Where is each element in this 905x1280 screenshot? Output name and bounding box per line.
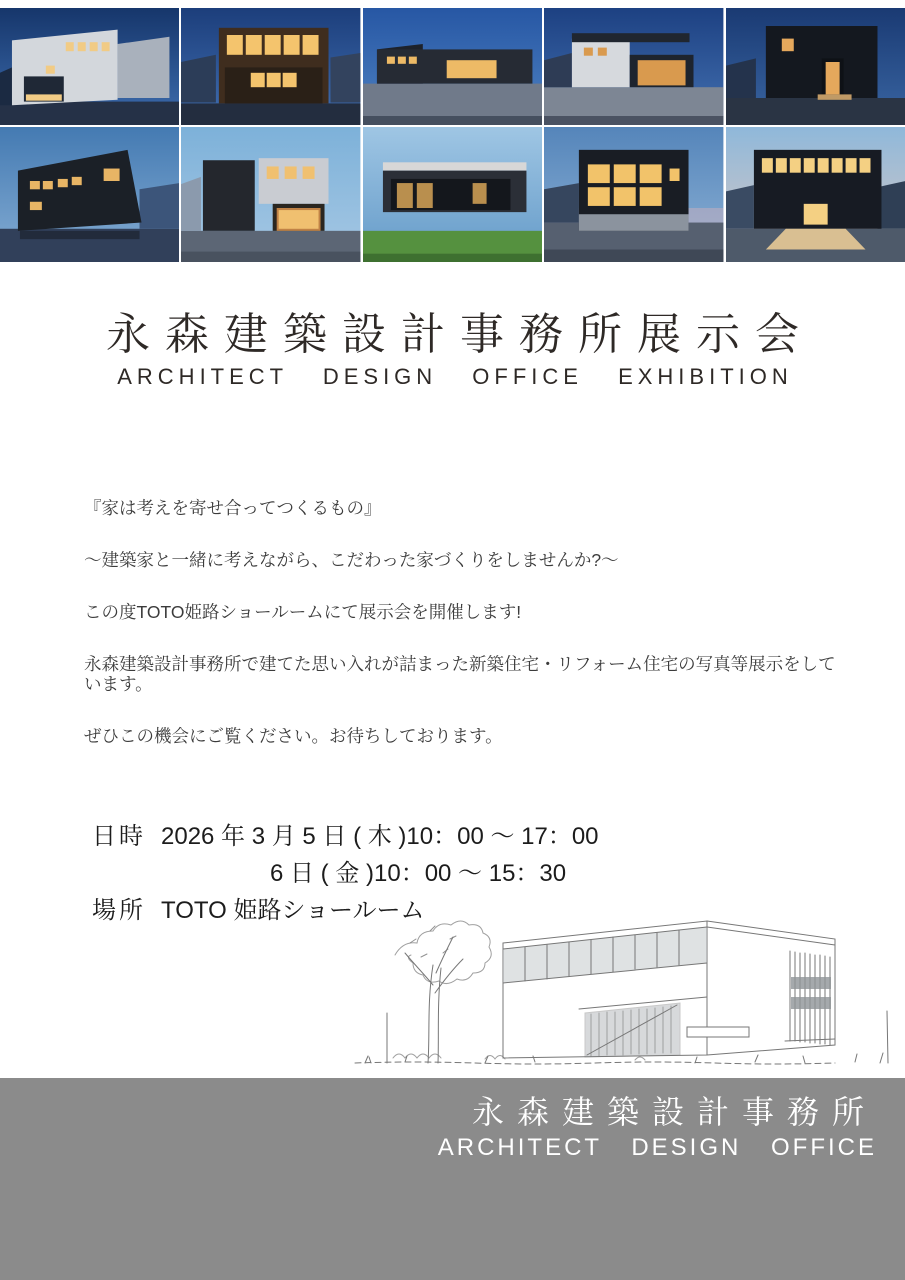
- datetime-label: 日時: [92, 823, 146, 850]
- page-title: 永森建築設計事務所展示会: [106, 310, 814, 359]
- photo-1-house-dusk: [0, 8, 179, 125]
- photo-4-house-dusk: [544, 8, 723, 125]
- right-pole: [887, 1011, 888, 1063]
- footer-company-name-ja: 永森建築設計事務所: [471, 1094, 877, 1130]
- datetime-row: [92, 818, 692, 855]
- intro-line-quote: 『家は考えを寄せ合ってつくるもの』: [84, 498, 382, 518]
- photo-2-house-dusk: [181, 8, 360, 125]
- building-sketch-illustration: [335, 893, 905, 1075]
- footer-band: [0, 1078, 905, 1280]
- tree-sketch: [395, 921, 491, 1063]
- photo-8-house-dusk: [363, 127, 542, 262]
- intro-line-announce: この度TOTO姫路ショールームにて展示会を開催します!: [84, 602, 522, 622]
- title-block: [0, 310, 905, 390]
- intro-line-invite: ぜひこの機会にご覧ください。お待ちしております。: [84, 726, 503, 746]
- photo-9-house-dusk: [544, 127, 723, 262]
- house-photo-grid: [0, 8, 905, 262]
- location-label: 場所: [92, 897, 146, 924]
- datetime-value-day1: 2026 年 3 月 5 日 ( 木 )10：00 ～ 17：00: [161, 823, 599, 850]
- datetime-row-2: [92, 855, 692, 892]
- intro-line-detail: 永森建築設計事務所で建てた思い入れが詰まった新築住宅・リフォーム住宅の写真等展示をしています。: [84, 654, 836, 694]
- ground-line: [355, 1062, 835, 1064]
- intro-text: [84, 498, 844, 778]
- photo-7-house-dusk: [181, 127, 360, 262]
- page-subtitle: ARCHITECT DESIGN OFFICE EXHIBITION: [117, 364, 793, 389]
- photo-6-house-dusk: [0, 127, 179, 262]
- location-value: TOTO 姫路ショールーム: [161, 897, 425, 924]
- photo-5-house-dusk: [726, 8, 905, 125]
- intro-line-tagline: ～建築家と一緒に考えながら、こだわった家づくりをしませんか?～: [84, 550, 619, 570]
- photo-10-house-dusk: [726, 127, 905, 262]
- datetime-value-day2: 6 日 ( 金 )10：00 ～ 15：30: [270, 860, 567, 887]
- building-sketch: [503, 921, 835, 1058]
- footer-company-name-en: ARCHITECT DESIGN OFFICE: [437, 1134, 877, 1161]
- photo-3-house-dusk: [363, 8, 542, 125]
